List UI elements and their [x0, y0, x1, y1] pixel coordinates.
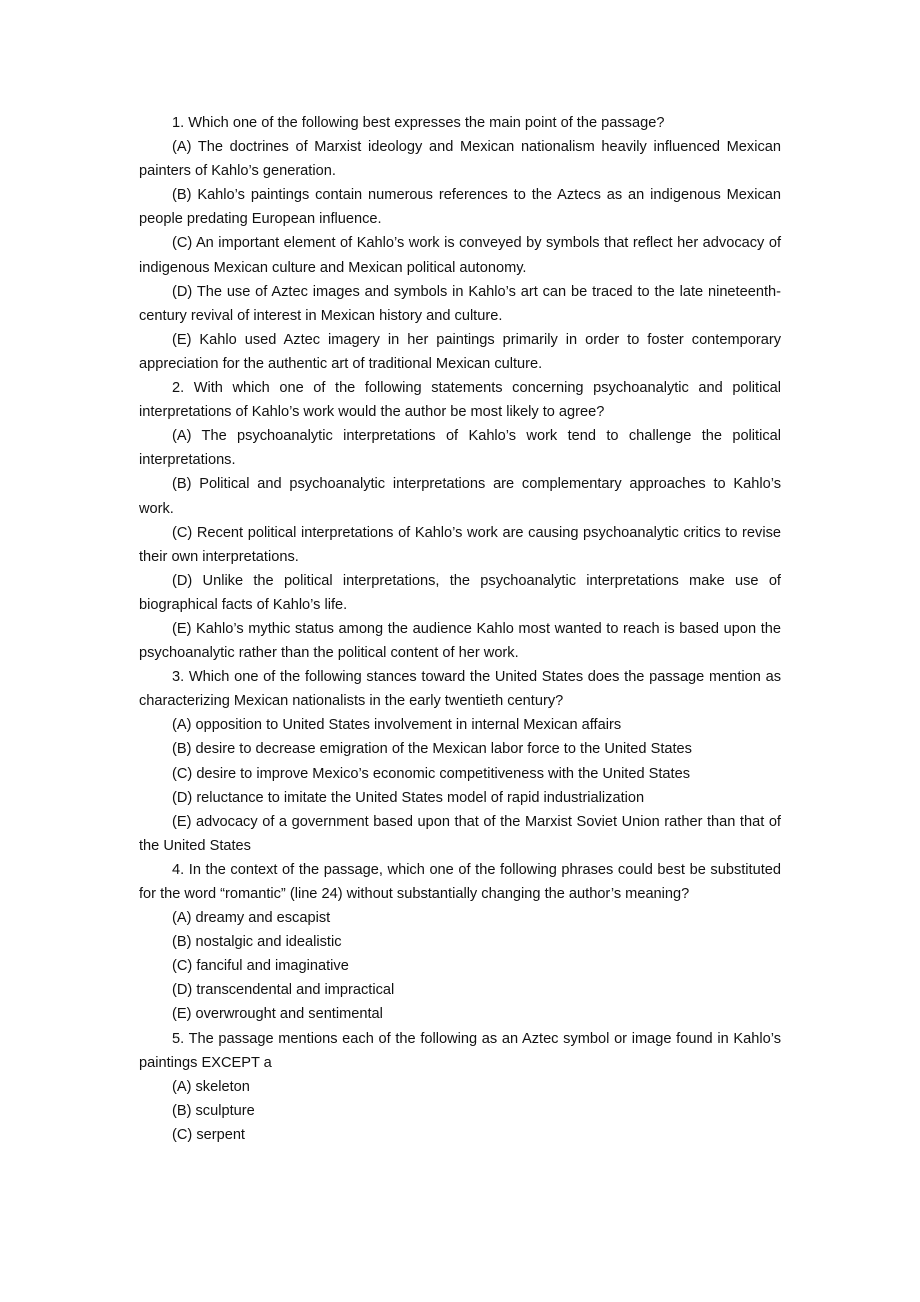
question-1-option-c: (C) An important element of Kahlo’s work is conveyed by symbols that reflect her advocacy of indigenous Mexican culture and Mexican political autonomy. [139, 235, 781, 276]
question-4-option-c: (C) fanciful and imaginative [172, 958, 349, 975]
question-2-stem: 2. With which one of the following statements concerning psychoanalytic and political interpretations of Kahlo’s work would the author be most likely to agree? [139, 380, 781, 421]
question-4-stem: 4. In the context of the passage, which one of the following phrases could best be substituted for the word “romantic” (line 24) without substantially changing the author’s meaning? [139, 861, 781, 902]
question-5-stem: 5. The passage mentions each of the following as an Aztec symbol or image found in Kahlo’s paintings EXCEPT a [139, 1030, 781, 1071]
question-5-option-c: (C) serpent [172, 1126, 245, 1143]
question-5-option-a: (A) skeleton [172, 1078, 250, 1095]
question-1-option-a: (A) The doctrines of Marxist ideology and Mexican nationalism heavily influenced Mexican painters of Kahlo’s generation. [139, 139, 781, 180]
question-1-option-d: (D) The use of Aztec images and symbols in Kahlo’s art can be traced to the late nineteenth-century revival of interest in Mexican history and culture. [139, 283, 781, 324]
question-2-option-a: (A) The psychoanalytic interpretations of Kahlo’s work tend to challenge the political interpretations. [139, 428, 781, 469]
question-3-option-b: (B) desire to decrease emigration of the Mexican labor force to the United States [172, 741, 692, 758]
question-3-option-d: (D) reluctance to imitate the United States model of rapid industrialization [172, 789, 645, 806]
question-5-option-b: (B) sculpture [172, 1102, 255, 1119]
question-2-option-b: (B) Political and psychoanalytic interpretations are complementary approaches to Kahlo’s work. [139, 476, 781, 517]
question-4-option-b: (B) nostalgic and idealistic [172, 934, 342, 951]
question-2-option-c: (C) Recent political interpretations of Kahlo’s work are causing psychoanalytic critics to revise their own interpretations. [139, 524, 781, 565]
question-4-option-e: (E) overwrought and sentimental [172, 1006, 383, 1023]
question-4-option-a: (A) dreamy and escapist [172, 910, 331, 927]
document-page [139, 111, 781, 1147]
question-1-option-b: (B) Kahlo’s paintings contain numerous references to the Aztecs as an indigenous Mexican people predating European influence. [139, 187, 781, 228]
question-1-stem: 1. Which one of the following best expresses the main point of the passage? [172, 115, 665, 131]
question-4-option-d: (D) transcendental and impractical [172, 982, 395, 999]
question-3-option-c: (C) desire to improve Mexico’s economic competitiveness with the United States [172, 765, 691, 782]
question-1-option-e: (E) Kahlo used Aztec imagery in her paintings primarily in order to foster contemporary appreciation for the authentic art of traditional Mexican culture. [139, 331, 781, 372]
question-3-option-e: (E) advocacy of a government based upon that of the Marxist Soviet Union rather than that of the United States [139, 813, 781, 854]
question-2-option-d: (D) Unlike the political interpretations, the psychoanalytic interpretations make use of biographical facts of Kahlo’s life. [139, 572, 781, 613]
question-2-option-e: (E) Kahlo’s mythic status among the audience Kahlo most wanted to reach is based upon the psychoanalytic rather than the political content of her work. [139, 620, 781, 662]
question-3-stem: 3. Which one of the following stances toward the United States does the passage mention as characterizing Mexican nationalists in the early twentieth century? [139, 669, 781, 710]
question-3-option-a: (A) opposition to United States involvement in internal Mexican affairs [172, 717, 622, 734]
